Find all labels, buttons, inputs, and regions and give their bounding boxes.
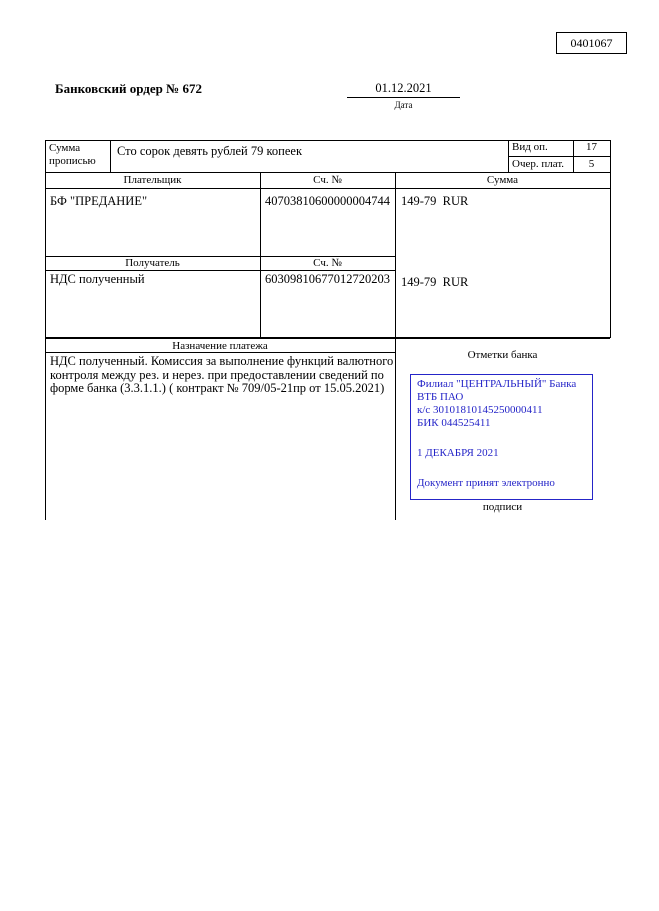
amount-column-header: Сумма bbox=[486, 174, 519, 186]
purpose-section-top-border bbox=[45, 337, 610, 339]
purpose-section-header: Назначение платежа bbox=[172, 340, 268, 352]
table-border-left bbox=[45, 140, 46, 520]
form-code: 0401067 bbox=[570, 35, 613, 50]
amount-words-row-bottom bbox=[45, 172, 610, 173]
operation-type-label: Вид оп. bbox=[512, 141, 548, 153]
date-label: Дата bbox=[394, 100, 413, 110]
payment-purpose-text: НДС полученный. Комиссия за выполнение функций валютного контроля между рез. и нерез. при предоставлении сведений по форме банка (3.3.1.1.) ( контракт № 709/05-21пр от 15.05.2021) bbox=[50, 354, 394, 395]
payer-column-header: Плательщик bbox=[123, 174, 182, 186]
stamp-line-spacer bbox=[417, 460, 586, 477]
payer-account-number: 40703810600000004744 bbox=[265, 194, 390, 208]
column-headers-underline bbox=[45, 188, 610, 189]
recipient-amount: 149-79 RUR bbox=[401, 275, 469, 289]
payment-order-value: 5 bbox=[588, 158, 595, 170]
amount-words-label bbox=[49, 142, 96, 168]
table-border-right bbox=[610, 140, 611, 338]
form-code-box bbox=[556, 32, 627, 54]
stamp-line-spacer bbox=[417, 430, 586, 447]
recipient-header-underline bbox=[45, 270, 395, 271]
account-amount-divider bbox=[395, 172, 396, 520]
name-account-divider bbox=[260, 172, 261, 338]
stamp-line-bank-branch: Филиал "ЦЕНТРАЛЬНЫЙ" Банка bbox=[417, 378, 577, 390]
payer-amount: 149-79 RUR bbox=[401, 194, 469, 208]
date-underline bbox=[347, 97, 460, 98]
amount-words-label-line2: прописью bbox=[49, 155, 96, 167]
recipient-account-number: 60309810677012720203 bbox=[265, 272, 390, 286]
bank-stamp-box bbox=[410, 374, 593, 500]
op-label-divider bbox=[508, 140, 509, 172]
amount-words-label-divider bbox=[110, 140, 111, 172]
recipient-column-header: Получатель bbox=[125, 257, 180, 269]
stamp-line-bik: БИК 044525411 bbox=[417, 417, 491, 429]
signatures-label: подписи bbox=[482, 501, 523, 513]
amount-words-label-line1: Сумма bbox=[49, 142, 81, 154]
payment-order-label: Очер. плат. bbox=[512, 158, 565, 170]
operation-type-value: 17 bbox=[586, 141, 597, 153]
amount-in-words: Сто сорок девять рублей 79 копеек bbox=[117, 144, 303, 158]
payer-name: БФ "ПРЕДАНИЕ" bbox=[50, 194, 148, 208]
recipient-account-column-header: Сч. № bbox=[313, 257, 342, 269]
stamp-line-corr-account: к/с 30101810145250000411 bbox=[417, 404, 543, 416]
stamp-line-date: 1 ДЕКАБРЯ 2021 bbox=[417, 447, 499, 459]
recipient-name: НДС полученный bbox=[50, 272, 145, 286]
page-title: Банковский ордер № 672 bbox=[55, 81, 202, 96]
stamp-line-accepted-electronically: Документ принят электронно bbox=[417, 477, 555, 489]
account-column-header: Сч. № bbox=[313, 174, 342, 186]
op-row-divider bbox=[508, 156, 610, 157]
bank-marks-header: Отметки банка bbox=[467, 349, 538, 361]
stamp-line-bank-name: ВТБ ПАО bbox=[417, 391, 464, 403]
date-value: 01.12.2021 bbox=[375, 81, 432, 95]
